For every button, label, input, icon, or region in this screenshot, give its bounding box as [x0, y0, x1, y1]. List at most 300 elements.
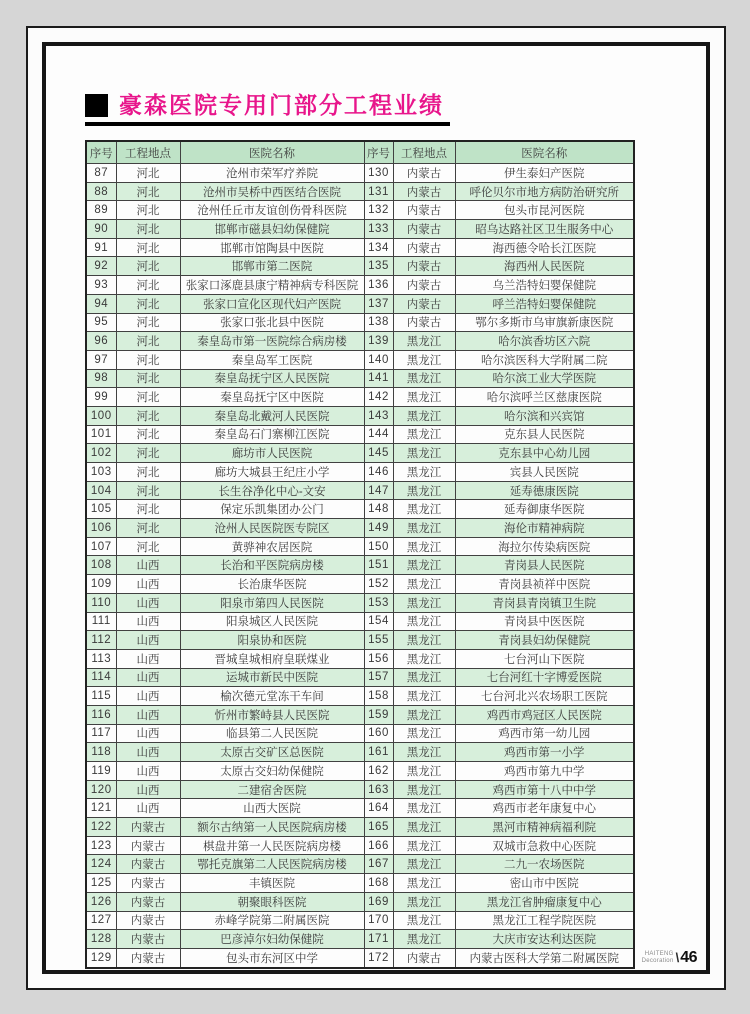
- cell-location: 黑龙江: [393, 406, 455, 425]
- cell-hospital-name: 秦皇岛石门寨柳江医院: [180, 425, 364, 444]
- cell-hospital-name: 哈尔滨呼兰区慈康医院: [455, 388, 634, 407]
- cell-index: 154: [364, 612, 393, 631]
- table-row: [86, 444, 634, 463]
- table-row: [86, 388, 634, 407]
- cell-location: 河北: [116, 276, 180, 295]
- cell-index: 97: [86, 350, 116, 369]
- cell-hospital-name: 长治和平医院病房楼: [180, 556, 364, 575]
- cell-hospital-name: 呼伦贝尔市地方病防治研究所: [455, 182, 634, 201]
- cell-location: 山西: [116, 799, 180, 818]
- cell-hospital-name: 沧州任丘市友谊创伤骨科医院: [180, 201, 364, 220]
- cell-location: 黑龙江: [393, 874, 455, 893]
- cell-index: 150: [364, 537, 393, 556]
- footer-brand: [642, 949, 697, 967]
- cell-index: 101: [86, 425, 116, 444]
- cell-hospital-name: 秦皇岛军工医院: [180, 350, 364, 369]
- cell-hospital-name: 秦皇岛抚宁区人民医院: [180, 369, 364, 388]
- cell-location: 黑龙江: [393, 593, 455, 612]
- table-row: [86, 369, 634, 388]
- cell-location: 河北: [116, 294, 180, 313]
- cell-hospital-name: 乌兰浩特妇婴保健院: [455, 276, 634, 295]
- cell-hospital-name: 哈尔滨工业大学医院: [455, 369, 634, 388]
- cell-index: 169: [364, 892, 393, 911]
- table-row: [86, 799, 634, 818]
- cell-index: 98: [86, 369, 116, 388]
- cell-index: 108: [86, 556, 116, 575]
- cell-location: 内蒙古: [116, 874, 180, 893]
- cell-index: 129: [86, 948, 116, 967]
- cell-location: 河北: [116, 332, 180, 351]
- cell-hospital-name: 丰镇医院: [180, 874, 364, 893]
- cell-location: 河北: [116, 369, 180, 388]
- cell-hospital-name: 内蒙古医科大学第二附属医院: [455, 948, 634, 967]
- cell-hospital-name: 呼兰浩特妇婴保健院: [455, 294, 634, 313]
- page-inner-frame: [42, 42, 710, 974]
- cell-hospital-name: 青岗县妇幼保健院: [455, 631, 634, 650]
- cell-index: 152: [364, 575, 393, 594]
- table-row: [86, 874, 634, 893]
- cell-location: 黑龙江: [393, 519, 455, 538]
- column-header-location-left: 工程地点: [116, 141, 180, 164]
- cell-index: 96: [86, 332, 116, 351]
- table-row: [86, 182, 634, 201]
- cell-index: 125: [86, 874, 116, 893]
- table-row: [86, 463, 634, 482]
- cell-hospital-name: 邯郸市磁县妇幼保健院: [180, 220, 364, 239]
- table-row: [86, 350, 634, 369]
- column-header-hospital-left: 医院名称: [180, 141, 364, 164]
- cell-location: 山西: [116, 780, 180, 799]
- cell-location: 黑龙江: [393, 762, 455, 781]
- table-row: [86, 220, 634, 239]
- cell-location: 内蒙古: [393, 294, 455, 313]
- cell-index: 158: [364, 687, 393, 706]
- cell-hospital-name: 赤峰学院第二附属医院: [180, 911, 364, 930]
- cell-location: 黑龙江: [393, 537, 455, 556]
- cell-location: 山西: [116, 593, 180, 612]
- cell-hospital-name: 鸡西市第九中学: [455, 762, 634, 781]
- cell-hospital-name: 鄂托克旗第二人民医院病房楼: [180, 855, 364, 874]
- cell-location: 黑龙江: [393, 631, 455, 650]
- cell-hospital-name: 山西大医院: [180, 799, 364, 818]
- cell-index: 148: [364, 500, 393, 519]
- cell-location: 河北: [116, 201, 180, 220]
- cell-index: 131: [364, 182, 393, 201]
- cell-location: 山西: [116, 743, 180, 762]
- cell-hospital-name: 朝聚眼科医院: [180, 892, 364, 911]
- cell-location: 河北: [116, 425, 180, 444]
- cell-index: 115: [86, 687, 116, 706]
- cell-hospital-name: 二九一农场医院: [455, 855, 634, 874]
- cell-location: 内蒙古: [393, 182, 455, 201]
- cell-location: 内蒙古: [116, 948, 180, 967]
- cell-location: 黑龙江: [393, 332, 455, 351]
- cell-location: 山西: [116, 724, 180, 743]
- cell-location: 山西: [116, 762, 180, 781]
- cell-location: 河北: [116, 481, 180, 500]
- cell-index: 168: [364, 874, 393, 893]
- cell-index: 111: [86, 612, 116, 631]
- cell-index: 126: [86, 892, 116, 911]
- cell-location: 山西: [116, 631, 180, 650]
- cell-index: 124: [86, 855, 116, 874]
- cell-index: 171: [364, 930, 393, 949]
- projects-table: [85, 140, 635, 969]
- cell-location: 黑龙江: [393, 649, 455, 668]
- cell-hospital-name: 密山市中医院: [455, 874, 634, 893]
- cell-index: 123: [86, 836, 116, 855]
- table-row: [86, 257, 634, 276]
- table-row: [86, 556, 634, 575]
- cell-hospital-name: 昭乌达路社区卫生服务中心: [455, 220, 634, 239]
- table-row: [86, 332, 634, 351]
- cell-hospital-name: 青岗县人民医院: [455, 556, 634, 575]
- cell-location: 山西: [116, 668, 180, 687]
- cell-location: 内蒙古: [116, 836, 180, 855]
- cell-location: 河北: [116, 537, 180, 556]
- cell-index: 94: [86, 294, 116, 313]
- cell-location: 黑龙江: [393, 836, 455, 855]
- page-number: 46: [680, 949, 697, 966]
- cell-hospital-name: 太原古交妇幼保健院: [180, 762, 364, 781]
- cell-hospital-name: 七台河北兴农场职工医院: [455, 687, 634, 706]
- table-row: [86, 668, 634, 687]
- cell-location: 内蒙古: [116, 892, 180, 911]
- cell-location: 黑龙江: [393, 724, 455, 743]
- table-row: [86, 631, 634, 650]
- cell-index: 100: [86, 406, 116, 425]
- cell-hospital-name: 秦皇岛抚宁区中医院: [180, 388, 364, 407]
- cell-index: 165: [364, 818, 393, 837]
- cell-index: 109: [86, 575, 116, 594]
- table-row: [86, 593, 634, 612]
- table-header-row: [86, 141, 634, 164]
- cell-location: 河北: [116, 182, 180, 201]
- cell-index: 104: [86, 481, 116, 500]
- cell-hospital-name: 保定乐凯集团办公门: [180, 500, 364, 519]
- table-row: [86, 930, 634, 949]
- cell-location: 内蒙古: [393, 257, 455, 276]
- table-row: [86, 855, 634, 874]
- brand-slash-icon: \: [675, 949, 680, 965]
- brand-name: HAITENG: [644, 951, 674, 958]
- cell-hospital-name: 宾县人民医院: [455, 463, 634, 482]
- cell-location: 黑龙江: [393, 444, 455, 463]
- column-header-index-right: 序号: [364, 141, 393, 164]
- cell-index: 93: [86, 276, 116, 295]
- table-row: [86, 780, 634, 799]
- cell-hospital-name: 黑龙江工程学院医院: [455, 911, 634, 930]
- brand-subtitle: Decoration: [641, 958, 674, 964]
- cell-index: 141: [364, 369, 393, 388]
- cell-hospital-name: 张家口宣化区现代妇产医院: [180, 294, 364, 313]
- cell-location: 黑龙江: [393, 780, 455, 799]
- cell-index: 142: [364, 388, 393, 407]
- title-bullet-square-icon: [85, 94, 108, 117]
- cell-index: 166: [364, 836, 393, 855]
- cell-index: 143: [364, 406, 393, 425]
- cell-location: 黑龙江: [393, 743, 455, 762]
- cell-index: 103: [86, 463, 116, 482]
- cell-location: 内蒙古: [116, 818, 180, 837]
- cell-location: 河北: [116, 500, 180, 519]
- cell-location: 黑龙江: [393, 388, 455, 407]
- cell-index: 107: [86, 537, 116, 556]
- table-row: [86, 612, 634, 631]
- table-row: [86, 294, 634, 313]
- cell-hospital-name: 海西州人民医院: [455, 257, 634, 276]
- cell-index: 134: [364, 238, 393, 257]
- cell-location: 内蒙古: [393, 164, 455, 183]
- cell-hospital-name: 克东县人民医院: [455, 425, 634, 444]
- cell-index: 105: [86, 500, 116, 519]
- cell-location: 黑龙江: [393, 705, 455, 724]
- cell-hospital-name: 阳泉城区人民医院: [180, 612, 364, 631]
- column-header-index-left: 序号: [86, 141, 116, 164]
- table-row: [86, 762, 634, 781]
- cell-hospital-name: 海西德令哈长江医院: [455, 238, 634, 257]
- cell-index: 136: [364, 276, 393, 295]
- cell-index: 121: [86, 799, 116, 818]
- cell-location: 黑龙江: [393, 818, 455, 837]
- cell-index: 160: [364, 724, 393, 743]
- page-outer-frame: [26, 26, 726, 990]
- cell-hospital-name: 克东县中心幼儿园: [455, 444, 634, 463]
- cell-location: 黑龙江: [393, 687, 455, 706]
- cell-location: 黑龙江: [393, 463, 455, 482]
- cell-hospital-name: 青岗县祯祥中医院: [455, 575, 634, 594]
- page-title: 豪森医院专用门部分工程业绩: [119, 92, 444, 118]
- cell-index: 106: [86, 519, 116, 538]
- cell-index: 88: [86, 182, 116, 201]
- table-row: [86, 705, 634, 724]
- cell-hospital-name: 黑河市精神病福利院: [455, 818, 634, 837]
- column-header-location-right: 工程地点: [393, 141, 455, 164]
- cell-index: 95: [86, 313, 116, 332]
- table-row: [86, 911, 634, 930]
- cell-hospital-name: 鸡西市老年康复中心: [455, 799, 634, 818]
- table-row: [86, 948, 634, 967]
- cell-hospital-name: 延寿德康医院: [455, 481, 634, 500]
- cell-hospital-name: 秦皇岛北戴河人民医院: [180, 406, 364, 425]
- cell-index: 116: [86, 705, 116, 724]
- cell-index: 99: [86, 388, 116, 407]
- cell-hospital-name: 廊坊市人民医院: [180, 444, 364, 463]
- cell-location: 内蒙古: [393, 313, 455, 332]
- cell-location: 黑龙江: [393, 799, 455, 818]
- cell-index: 91: [86, 238, 116, 257]
- cell-hospital-name: 哈尔滨香坊区六院: [455, 332, 634, 351]
- cell-hospital-name: 鄂尔多斯市乌审旗新康医院: [455, 313, 634, 332]
- cell-location: 内蒙古: [116, 855, 180, 874]
- cell-hospital-name: 鸡西市第一小学: [455, 743, 634, 762]
- cell-hospital-name: 晋城皇城相府皇联煤业: [180, 649, 364, 668]
- cell-hospital-name: 延寿御康华医院: [455, 500, 634, 519]
- table-row: [86, 743, 634, 762]
- cell-index: 127: [86, 911, 116, 930]
- cell-index: 157: [364, 668, 393, 687]
- cell-location: 河北: [116, 350, 180, 369]
- cell-index: 139: [364, 332, 393, 351]
- cell-index: 167: [364, 855, 393, 874]
- cell-index: 155: [364, 631, 393, 650]
- cell-location: 河北: [116, 220, 180, 239]
- cell-location: 黑龙江: [393, 855, 455, 874]
- cell-location: 黑龙江: [393, 481, 455, 500]
- cell-index: 153: [364, 593, 393, 612]
- cell-hospital-name: 阳泉市第四人民医院: [180, 593, 364, 612]
- cell-hospital-name: 鸡西市第十八中中学: [455, 780, 634, 799]
- cell-hospital-name: 长生谷净化中心-文安: [180, 481, 364, 500]
- cell-location: 黑龙江: [393, 575, 455, 594]
- cell-index: 140: [364, 350, 393, 369]
- cell-hospital-name: 鸡西市第一幼儿园: [455, 724, 634, 743]
- cell-index: 120: [86, 780, 116, 799]
- cell-index: 122: [86, 818, 116, 837]
- table-row: [86, 164, 634, 183]
- cell-location: 黑龙江: [393, 369, 455, 388]
- cell-location: 河北: [116, 257, 180, 276]
- cell-location: 黑龙江: [393, 612, 455, 631]
- cell-hospital-name: 长治康华医院: [180, 575, 364, 594]
- cell-index: 144: [364, 425, 393, 444]
- cell-hospital-name: 运城市新民中医院: [180, 668, 364, 687]
- cell-index: 92: [86, 257, 116, 276]
- cell-hospital-name: 包头市东河区中学: [180, 948, 364, 967]
- cell-location: 山西: [116, 649, 180, 668]
- cell-hospital-name: 廊坊大城县王纪庄小学: [180, 463, 364, 482]
- cell-location: 河北: [116, 313, 180, 332]
- cell-location: 黑龙江: [393, 500, 455, 519]
- table-row: [86, 425, 634, 444]
- cell-location: 河北: [116, 463, 180, 482]
- cell-index: 102: [86, 444, 116, 463]
- cell-index: 90: [86, 220, 116, 239]
- cell-location: 内蒙古: [393, 201, 455, 220]
- cell-hospital-name: 秦皇岛市第一医院综合病房楼: [180, 332, 364, 351]
- cell-index: 151: [364, 556, 393, 575]
- cell-location: 河北: [116, 388, 180, 407]
- cell-index: 161: [364, 743, 393, 762]
- table-row: [86, 537, 634, 556]
- cell-index: 149: [364, 519, 393, 538]
- cell-location: 黑龙江: [393, 911, 455, 930]
- cell-location: 河北: [116, 444, 180, 463]
- table-row: [86, 836, 634, 855]
- cell-hospital-name: 二建宿舍医院: [180, 780, 364, 799]
- column-header-hospital-right: 医院名称: [455, 141, 634, 164]
- cell-index: 87: [86, 164, 116, 183]
- cell-location: 山西: [116, 556, 180, 575]
- cell-hospital-name: 七台河红十字博爱医院: [455, 668, 634, 687]
- cell-location: 内蒙古: [393, 238, 455, 257]
- cell-hospital-name: 邯郸市馆陶县中医院: [180, 238, 364, 257]
- table-row: [86, 201, 634, 220]
- cell-index: 110: [86, 593, 116, 612]
- cell-hospital-name: 巴彦淖尔妇幼保健院: [180, 930, 364, 949]
- cell-index: 132: [364, 201, 393, 220]
- cell-location: 内蒙古: [393, 220, 455, 239]
- table-row: [86, 313, 634, 332]
- cell-hospital-name: 棋盘井第一人民医院病房楼: [180, 836, 364, 855]
- cell-location: 黑龙江: [393, 892, 455, 911]
- cell-index: 128: [86, 930, 116, 949]
- cell-index: 172: [364, 948, 393, 967]
- cell-index: 137: [364, 294, 393, 313]
- cell-hospital-name: 青岗县中医医院: [455, 612, 634, 631]
- cell-index: 138: [364, 313, 393, 332]
- table-row: [86, 892, 634, 911]
- cell-index: 147: [364, 481, 393, 500]
- cell-index: 156: [364, 649, 393, 668]
- cell-hospital-name: 邯郸市第二医院: [180, 257, 364, 276]
- cell-hospital-name: 双城市急救中心医院: [455, 836, 634, 855]
- cell-location: 河北: [116, 406, 180, 425]
- cell-hospital-name: 太原古交矿区总医院: [180, 743, 364, 762]
- cell-hospital-name: 张家口张北县中医院: [180, 313, 364, 332]
- brand-logo: [642, 951, 674, 965]
- cell-index: 159: [364, 705, 393, 724]
- cell-location: 内蒙古: [393, 948, 455, 967]
- cell-hospital-name: 包头市昆河医院: [455, 201, 634, 220]
- cell-hospital-name: 哈尔滨和兴宾馆: [455, 406, 634, 425]
- cell-index: 162: [364, 762, 393, 781]
- cell-location: 黑龙江: [393, 556, 455, 575]
- table-row: [86, 276, 634, 295]
- cell-location: 山西: [116, 705, 180, 724]
- cell-hospital-name: 青岗县青岗镇卫生院: [455, 593, 634, 612]
- cell-hospital-name: 忻州市繁峙县人民医院: [180, 705, 364, 724]
- cell-hospital-name: 沧州人民医院医专院区: [180, 519, 364, 538]
- cell-location: 河北: [116, 519, 180, 538]
- cell-hospital-name: 张家口涿鹿县康宁精神病专科医院: [180, 276, 364, 295]
- cell-hospital-name: 沧州市荣军疗养院: [180, 164, 364, 183]
- cell-hospital-name: 大庆市安达利达医院: [455, 930, 634, 949]
- cell-hospital-name: 黄骅神农居医院: [180, 537, 364, 556]
- cell-index: 133: [364, 220, 393, 239]
- cell-index: 135: [364, 257, 393, 276]
- cell-hospital-name: 海伦市精神病院: [455, 519, 634, 538]
- cell-hospital-name: 榆次德元堂冻干车间: [180, 687, 364, 706]
- cell-index: 113: [86, 649, 116, 668]
- table-row: [86, 575, 634, 594]
- cell-index: 164: [364, 799, 393, 818]
- cell-hospital-name: 七台河山下医院: [455, 649, 634, 668]
- cell-location: 山西: [116, 575, 180, 594]
- cell-location: 黑龙江: [393, 350, 455, 369]
- cell-hospital-name: 临县第二人民医院: [180, 724, 364, 743]
- cell-index: 145: [364, 444, 393, 463]
- cell-location: 河北: [116, 238, 180, 257]
- cell-index: 118: [86, 743, 116, 762]
- cell-hospital-name: 阳泉协和医院: [180, 631, 364, 650]
- cell-index: 163: [364, 780, 393, 799]
- table-row: [86, 406, 634, 425]
- cell-location: 黑龙江: [393, 425, 455, 444]
- cell-location: 山西: [116, 612, 180, 631]
- document-title-block: [85, 94, 450, 126]
- cell-location: 黑龙江: [393, 930, 455, 949]
- cell-location: 黑龙江: [393, 668, 455, 687]
- cell-location: 内蒙古: [116, 911, 180, 930]
- table-row: [86, 818, 634, 837]
- table-row: [86, 687, 634, 706]
- cell-index: 146: [364, 463, 393, 482]
- cell-index: 119: [86, 762, 116, 781]
- cell-hospital-name: 伊生泰妇产医院: [455, 164, 634, 183]
- cell-hospital-name: 沧州市吴桥中西医结合医院: [180, 182, 364, 201]
- table-row: [86, 519, 634, 538]
